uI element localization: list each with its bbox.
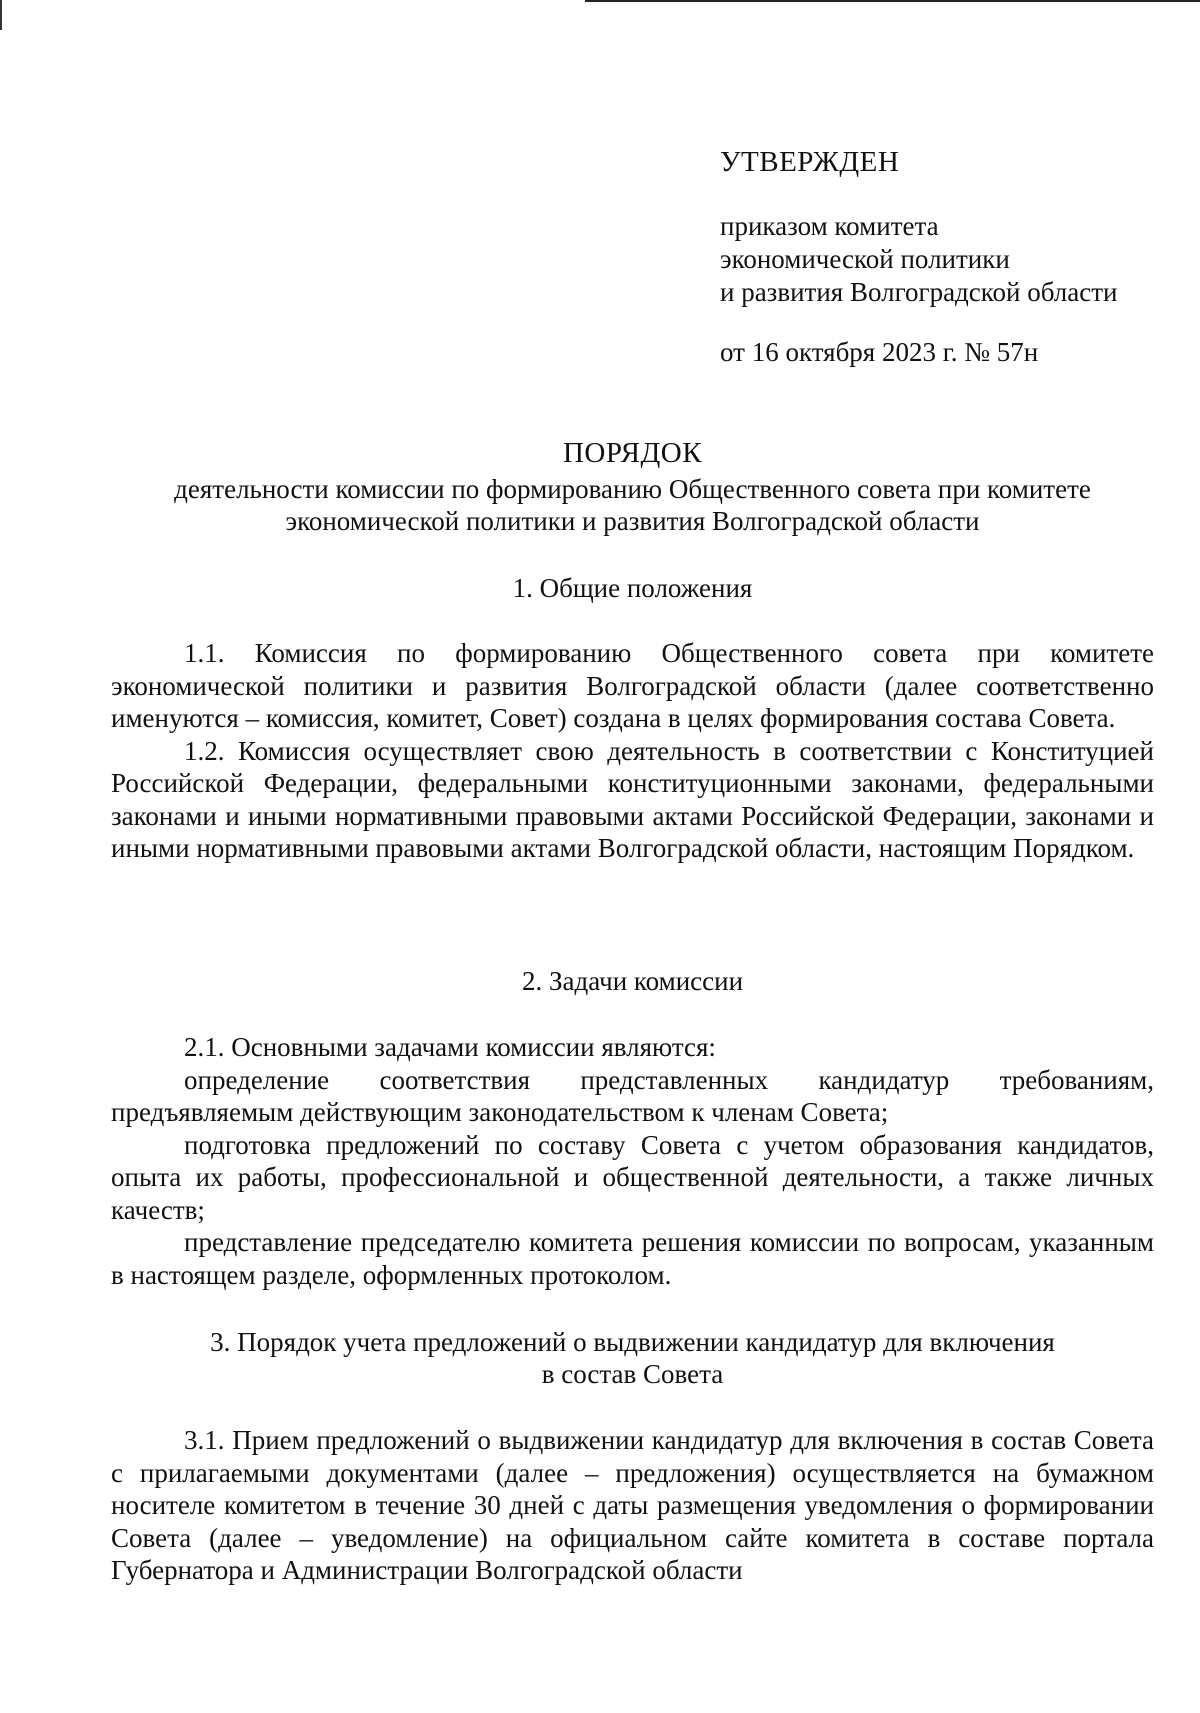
paragraph: определение соответствия представленных кандидатур требованиям, предъявляемым действующим законодательством к членам Совета; [111, 1064, 1154, 1127]
approval-issuer-line: приказом комитета [720, 211, 939, 241]
paragraph: представление председателю комитета решения комиссии по вопросам, указанным в настоящем разделе, оформленных протоколом. [111, 1227, 1154, 1290]
section-1-heading: 1. Общие положения [512, 573, 753, 603]
document-title-main: ПОРЯДОК [562, 437, 703, 469]
approval-date: от 16 октября 2023 г. № 57н [720, 337, 1039, 367]
paragraph: подготовка предложений по составу Совета с учетом образования кандидатов, опыта их работы, профессиональной и общественной деятельности, а также личных качеств; [111, 1129, 1154, 1225]
section-2-heading: 2. Задачи комиссии [521, 966, 744, 996]
paragraph: 3.1. Прием предложений о выдвижении кандидатур для включения в состав Совета с прилагаемыми документами (далее – предложения) осуществляется на бумажном носителе комитетом в течение 30 дней с даты размещения уведомления о формировании Совета (далее – уведомление) на официальном сайте комитета в составе портала Губернатора и Администрации Волгоградской области [111, 1425, 1154, 1585]
document-title-subtitle: деятельности комиссии по формированию Общественного совета при комитете [174, 474, 1091, 504]
section-3-body [111, 1424, 1154, 1587]
scan-edge-left [0, 0, 2, 30]
paragraph: 1.2. Комиссия осуществляет свою деятельность в соответствии с Конституцией Российской Федерации, федеральными конституционными законами, федеральными законами и иными нормативными правовыми актами Российской Федерации, законами и иными нормативными правовыми актами Волгоградской области, настоящим Порядком. [111, 735, 1154, 863]
section-3-heading-line: в состав Совета [541, 1359, 724, 1389]
approval-stamp: УТВЕРЖДЕН [720, 146, 900, 178]
approval-issuer [720, 210, 1160, 309]
section-3-heading [111, 1326, 1154, 1390]
scan-edge-top [585, 0, 1200, 2]
section-2-body [111, 1031, 1154, 1291]
document-title-subtitle: экономической политики и развития Волгоградской области [285, 506, 980, 536]
approval-issuer-line: и развития Волгоградской области [720, 277, 1118, 307]
section-3-heading-line: 3. Порядок учета предложений о выдвижении кандидатур для включения [210, 1327, 1055, 1357]
paragraph: 2.1. Основными задачами комиссии являются: [184, 1032, 716, 1062]
approval-block [720, 140, 1160, 372]
approval-issuer-line: экономической политики [720, 244, 1010, 274]
section-1-body [111, 637, 1154, 865]
paragraph: 1.1. Комиссия по формированию Общественного совета при комитете экономической политики и развития Волгоградской области (далее соответственно именуются – комиссия, комитет, Совет) создана в целях формирования состава Совета. [111, 638, 1154, 733]
document-title [111, 437, 1154, 537]
